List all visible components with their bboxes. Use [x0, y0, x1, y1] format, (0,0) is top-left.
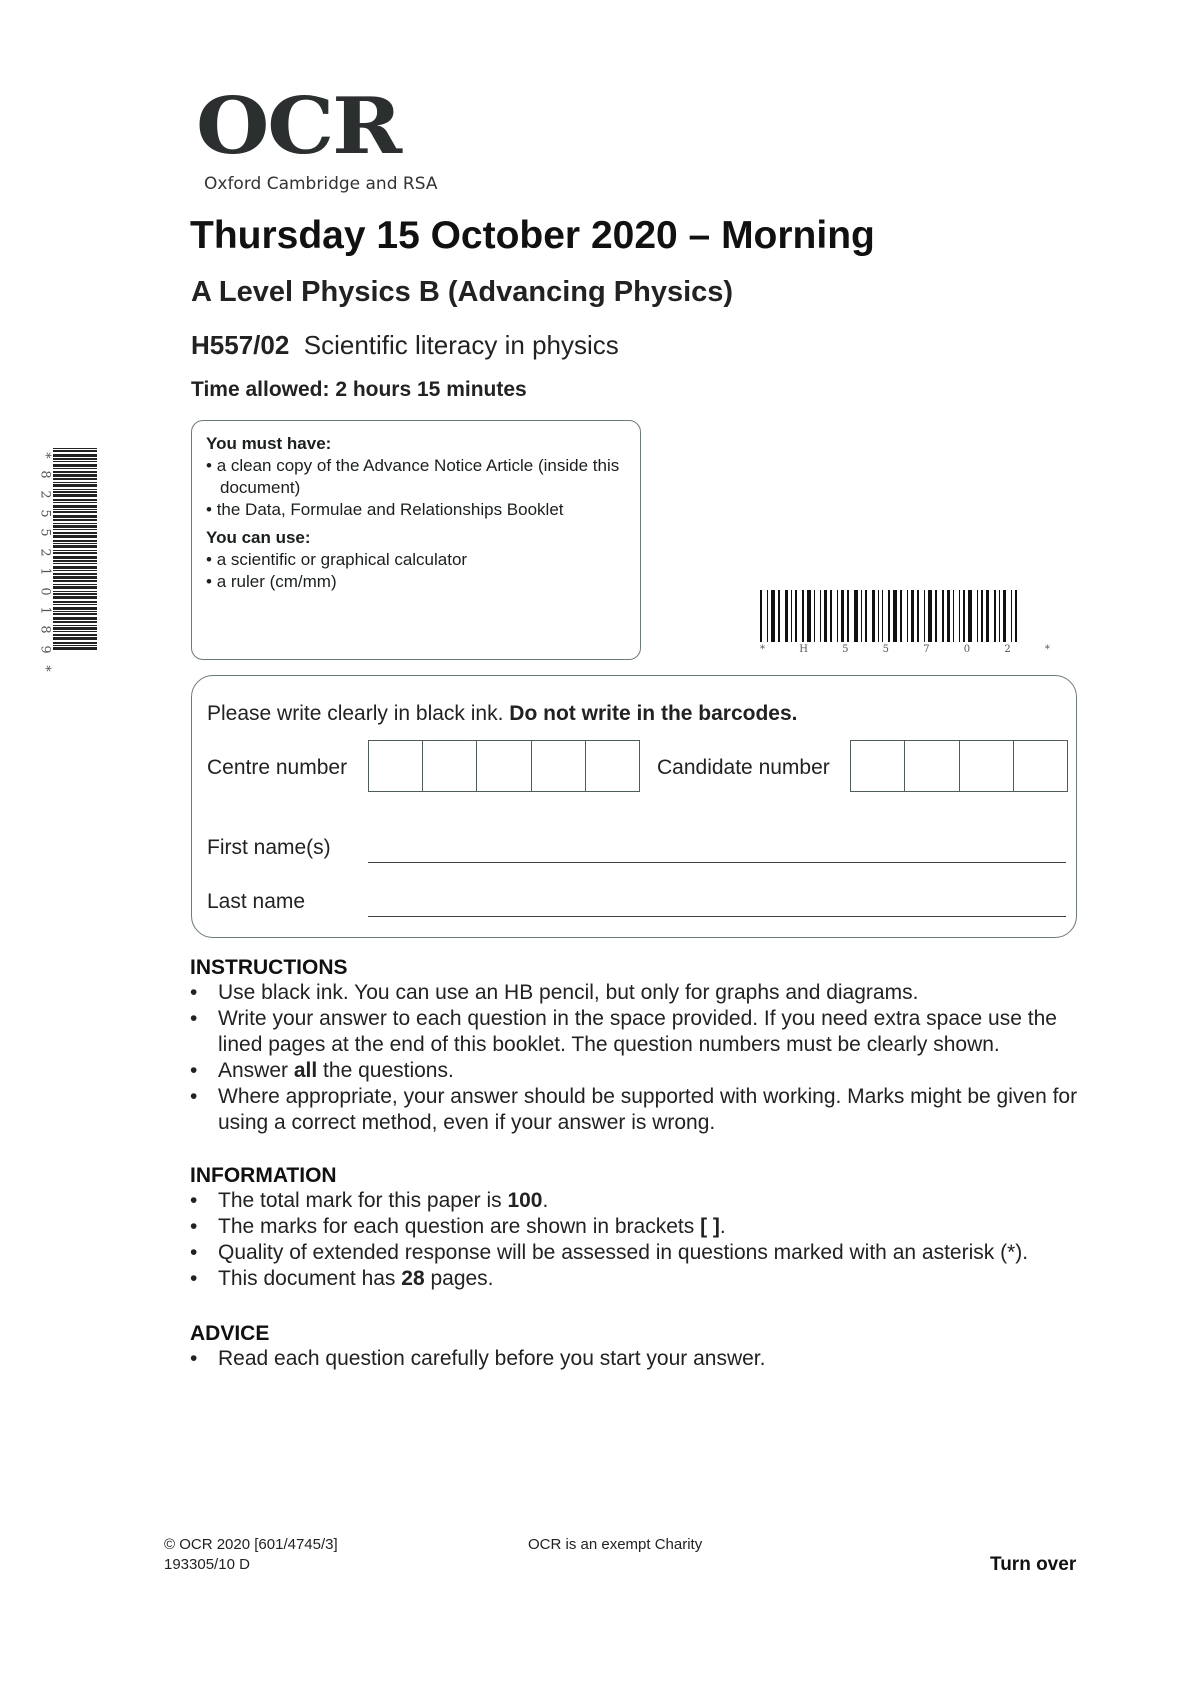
barcode-bar — [53, 563, 97, 564]
barcode-bar — [968, 590, 972, 642]
barcode-bar — [865, 590, 867, 642]
digit-box[interactable] — [1014, 741, 1067, 791]
barcode-bar — [53, 645, 97, 646]
barcode-bar — [53, 523, 97, 524]
barcode-bar — [1015, 590, 1017, 642]
exam-date: Thursday 15 October 2020 – Morning — [190, 214, 875, 257]
barcode-char: 5 — [842, 644, 849, 655]
barcode-bar — [53, 525, 97, 528]
barcode-bar — [53, 471, 97, 473]
list-item: • This document has 28 pages. — [190, 1266, 1090, 1292]
barcode-bar — [1011, 590, 1012, 642]
advice-list — [190, 1346, 1090, 1372]
logo-tagline: Oxford Cambridge and RSA — [204, 174, 438, 194]
list-item: • Write your answer to each question in the space provided. If you need extra space use the lined pages at the end of this booklet. The question numbers must be clearly shown. — [190, 1006, 1090, 1058]
barcode-bar — [878, 590, 879, 642]
barcode-bar — [888, 590, 890, 642]
barcode-bar — [53, 532, 97, 534]
barcode-bar — [824, 590, 827, 642]
digit-box[interactable] — [532, 741, 586, 791]
barcode-bar — [53, 634, 97, 636]
barcode-bar — [999, 590, 1000, 642]
last-name-field[interactable] — [368, 916, 1066, 917]
barcode-char: * — [37, 452, 53, 459]
barcode-char: 2 — [37, 490, 53, 499]
barcode-bar — [942, 590, 944, 642]
paper-code-line — [191, 330, 619, 361]
barcode-bar — [959, 590, 960, 642]
candidate-number-input[interactable] — [850, 740, 1068, 792]
barcode-bar — [53, 621, 97, 623]
barcode-bar — [53, 545, 97, 548]
paper-barcode-label — [760, 644, 1050, 655]
list-item: • a ruler (cm/mm) — [206, 571, 626, 593]
barcode-char: * — [1044, 644, 1050, 655]
barcode-char: 2 — [1004, 644, 1011, 655]
barcode-char: 1 — [37, 567, 53, 576]
barcode-bar — [760, 590, 762, 642]
notice-text: Please write clearly in black ink. — [207, 702, 504, 725]
barcode-bar — [53, 482, 97, 483]
paper-title: Scientific literacy in physics — [303, 330, 619, 360]
barcode-bar — [795, 590, 797, 642]
barcode-bar — [53, 593, 97, 595]
barcode-bar — [778, 590, 780, 642]
barcode-bar — [53, 491, 97, 493]
barcode-bar — [53, 625, 97, 626]
barcode-bar — [53, 515, 97, 518]
barcode-bar — [807, 590, 811, 642]
barcode-bar — [53, 494, 97, 497]
barcode-bar — [53, 454, 97, 457]
barcode-bar — [53, 461, 97, 462]
requirements-box — [191, 420, 641, 660]
barcode-bar — [53, 543, 97, 544]
barcode-bar — [994, 590, 996, 642]
candidate-number-label: Candidate number — [657, 756, 830, 779]
instructions-section — [190, 956, 1090, 1136]
barcode-bar — [53, 627, 97, 630]
barcode-bar — [953, 590, 954, 642]
barcode-char: H — [799, 644, 808, 655]
barcode-bar — [837, 590, 838, 642]
barcode-bar — [53, 637, 97, 640]
barcode-bar — [53, 560, 97, 562]
list-item: • The marks for each question are shown in brackets [ ]. — [190, 1214, 1090, 1240]
last-name-label: Last name — [207, 890, 306, 913]
first-name-label: First name(s) — [207, 836, 331, 859]
must-have-title: You must have: — [206, 434, 332, 453]
barcode-bar — [53, 613, 97, 615]
first-name-field[interactable] — [368, 862, 1066, 863]
list-item: • The total mark for this paper is 100. — [190, 1188, 1090, 1214]
barcode-bar — [53, 499, 97, 501]
list-item: • Read each question carefully before you start your answer. — [190, 1346, 1090, 1372]
form-notice — [207, 702, 798, 726]
barcode-bar — [53, 474, 97, 477]
digit-box[interactable] — [477, 741, 531, 791]
barcode-bar — [53, 631, 97, 632]
digit-box[interactable] — [423, 741, 477, 791]
barcode-bar — [861, 590, 862, 642]
barcode-bar — [53, 642, 97, 644]
barcode-bar — [928, 590, 932, 642]
can-use-list — [206, 549, 626, 593]
barcode-char: 8 — [37, 625, 53, 634]
barcode-char: 9 — [37, 644, 53, 654]
barcode-bar — [53, 540, 97, 542]
barcode-bar — [53, 511, 97, 513]
list-item: • a scientific or graphical calculator — [206, 549, 626, 571]
barcode-bar — [53, 611, 97, 612]
ocr-logo: OCR — [196, 81, 400, 172]
list-item: • a clean copy of the Advance Notice Article (inside this document) — [206, 455, 626, 499]
instructions-list — [190, 980, 1090, 1136]
barcode-bar — [986, 590, 989, 642]
barcode-bar — [53, 535, 97, 538]
barcode-bar — [767, 590, 768, 642]
barcode-bar — [872, 590, 875, 642]
barcode-bar — [53, 448, 97, 449]
barcode-bar — [53, 566, 97, 569]
barcode-char: * — [760, 644, 765, 655]
information-section — [190, 1164, 1090, 1292]
charity-notice: OCR is an exempt Charity — [528, 1536, 703, 1553]
barcode-bar — [771, 590, 775, 642]
barcode-bar — [53, 484, 97, 487]
barcode-bar — [53, 505, 97, 508]
barcode-bar — [53, 509, 97, 510]
barcode-bar — [785, 590, 788, 642]
list-item: • Where appropriate, your answer should be supported with working. Marks might be given for using a correct method, even if your answer is wrong. — [190, 1084, 1090, 1136]
barcode-bar — [53, 468, 97, 469]
centre-number-label: Centre number — [207, 756, 348, 779]
barcode-bar — [53, 529, 97, 530]
barcode-bar — [854, 590, 858, 642]
paper-code: H557/02 — [191, 330, 290, 360]
information-title: INFORMATION — [190, 1164, 337, 1187]
barcode-bar — [53, 464, 97, 467]
barcode-bar — [53, 576, 97, 579]
barcode-bar — [935, 590, 937, 642]
barcode-bar — [893, 590, 897, 642]
turn-over: Turn over — [990, 1554, 1077, 1575]
barcode-bar — [53, 607, 97, 610]
list-item: • Quality of extended response will be assessed in questions marked with an asterisk (*). — [190, 1240, 1090, 1266]
barcode-bar — [963, 590, 965, 642]
barcode-bar — [977, 590, 978, 642]
barcode-char: 5 — [882, 644, 890, 655]
barcode-bar — [947, 590, 950, 642]
list-item: • Use black ink. You can use an HB pencil, but only for graphs and diagrams. — [190, 980, 1090, 1006]
barcode-bar — [981, 590, 983, 642]
information-list — [190, 1188, 1090, 1292]
barcode-bar — [830, 590, 832, 642]
barcode-bar — [1003, 590, 1006, 642]
barcode-bar — [53, 550, 97, 551]
barcode-bar — [802, 590, 804, 642]
barcode-bar — [791, 590, 792, 642]
document-code: 193305/10 D — [164, 1556, 250, 1573]
barcode-bar — [924, 590, 925, 642]
side-barcode — [53, 448, 97, 676]
barcode-char: 2 — [37, 548, 53, 557]
barcode-char: 8 — [37, 470, 53, 479]
copyright: © OCR 2020 [601/4745/3] — [164, 1536, 338, 1553]
time-allowed: Time allowed: 2 hours 15 minutes — [191, 378, 527, 401]
can-use-title: You can use: — [206, 528, 311, 547]
digit-box[interactable] — [851, 741, 905, 791]
barcode-char: 0 — [37, 586, 53, 596]
barcode-bar — [53, 556, 97, 559]
barcode-bar — [53, 570, 97, 571]
barcode-bar — [53, 519, 97, 521]
side-barcode-label — [38, 448, 52, 676]
barcode-bar — [53, 601, 97, 603]
centre-number-input[interactable] — [368, 740, 640, 792]
advice-section — [190, 1322, 1090, 1372]
barcode-bar — [53, 584, 97, 585]
barcode-bar — [53, 458, 97, 460]
barcode-bar — [53, 580, 97, 582]
barcode-bar — [907, 590, 908, 642]
barcode-char: 5 — [37, 528, 53, 538]
barcode-bar — [53, 502, 97, 503]
barcode-char: * — [37, 665, 53, 672]
advice-title: ADVICE — [190, 1322, 270, 1345]
digit-box[interactable] — [369, 741, 423, 791]
barcode-bar — [847, 590, 849, 642]
barcode-bar — [53, 596, 97, 599]
barcode-bar — [53, 647, 97, 650]
digit-box[interactable] — [586, 741, 639, 791]
barcode-bar — [53, 573, 97, 575]
barcode-char: 1 — [37, 606, 53, 615]
barcode-bar — [814, 590, 815, 642]
instructions-title: INSTRUCTIONS — [190, 956, 348, 979]
barcode-bar — [53, 604, 97, 605]
barcode-bar — [882, 590, 883, 642]
notice-bold-text: Do not write in the barcodes. — [509, 702, 798, 725]
digit-box[interactable] — [905, 741, 959, 791]
barcode-bar — [53, 591, 97, 592]
paper-barcode — [760, 590, 1050, 642]
digit-box[interactable] — [960, 741, 1014, 791]
barcode-bar — [53, 478, 97, 480]
barcode-bar — [53, 489, 97, 490]
barcode-bar — [820, 590, 821, 642]
exam-subject: A Level Physics B (Advancing Physics) — [191, 276, 734, 308]
barcode-bar — [53, 552, 97, 554]
barcode-bar — [841, 590, 844, 642]
barcode-bar — [53, 586, 97, 589]
barcode-bar — [917, 590, 919, 642]
barcode-char: 7 — [923, 644, 930, 655]
barcode-bar — [911, 590, 914, 642]
barcode-bar — [53, 450, 97, 452]
barcode-bar — [900, 590, 902, 642]
barcode-char: 5 — [37, 509, 53, 518]
barcode-char: 0 — [963, 644, 971, 655]
list-item: • the Data, Formulae and Relationships Booklet — [206, 499, 626, 521]
list-item: • Answer all the questions. — [190, 1058, 1090, 1084]
must-have-list — [206, 455, 626, 521]
barcode-bar — [53, 617, 97, 620]
